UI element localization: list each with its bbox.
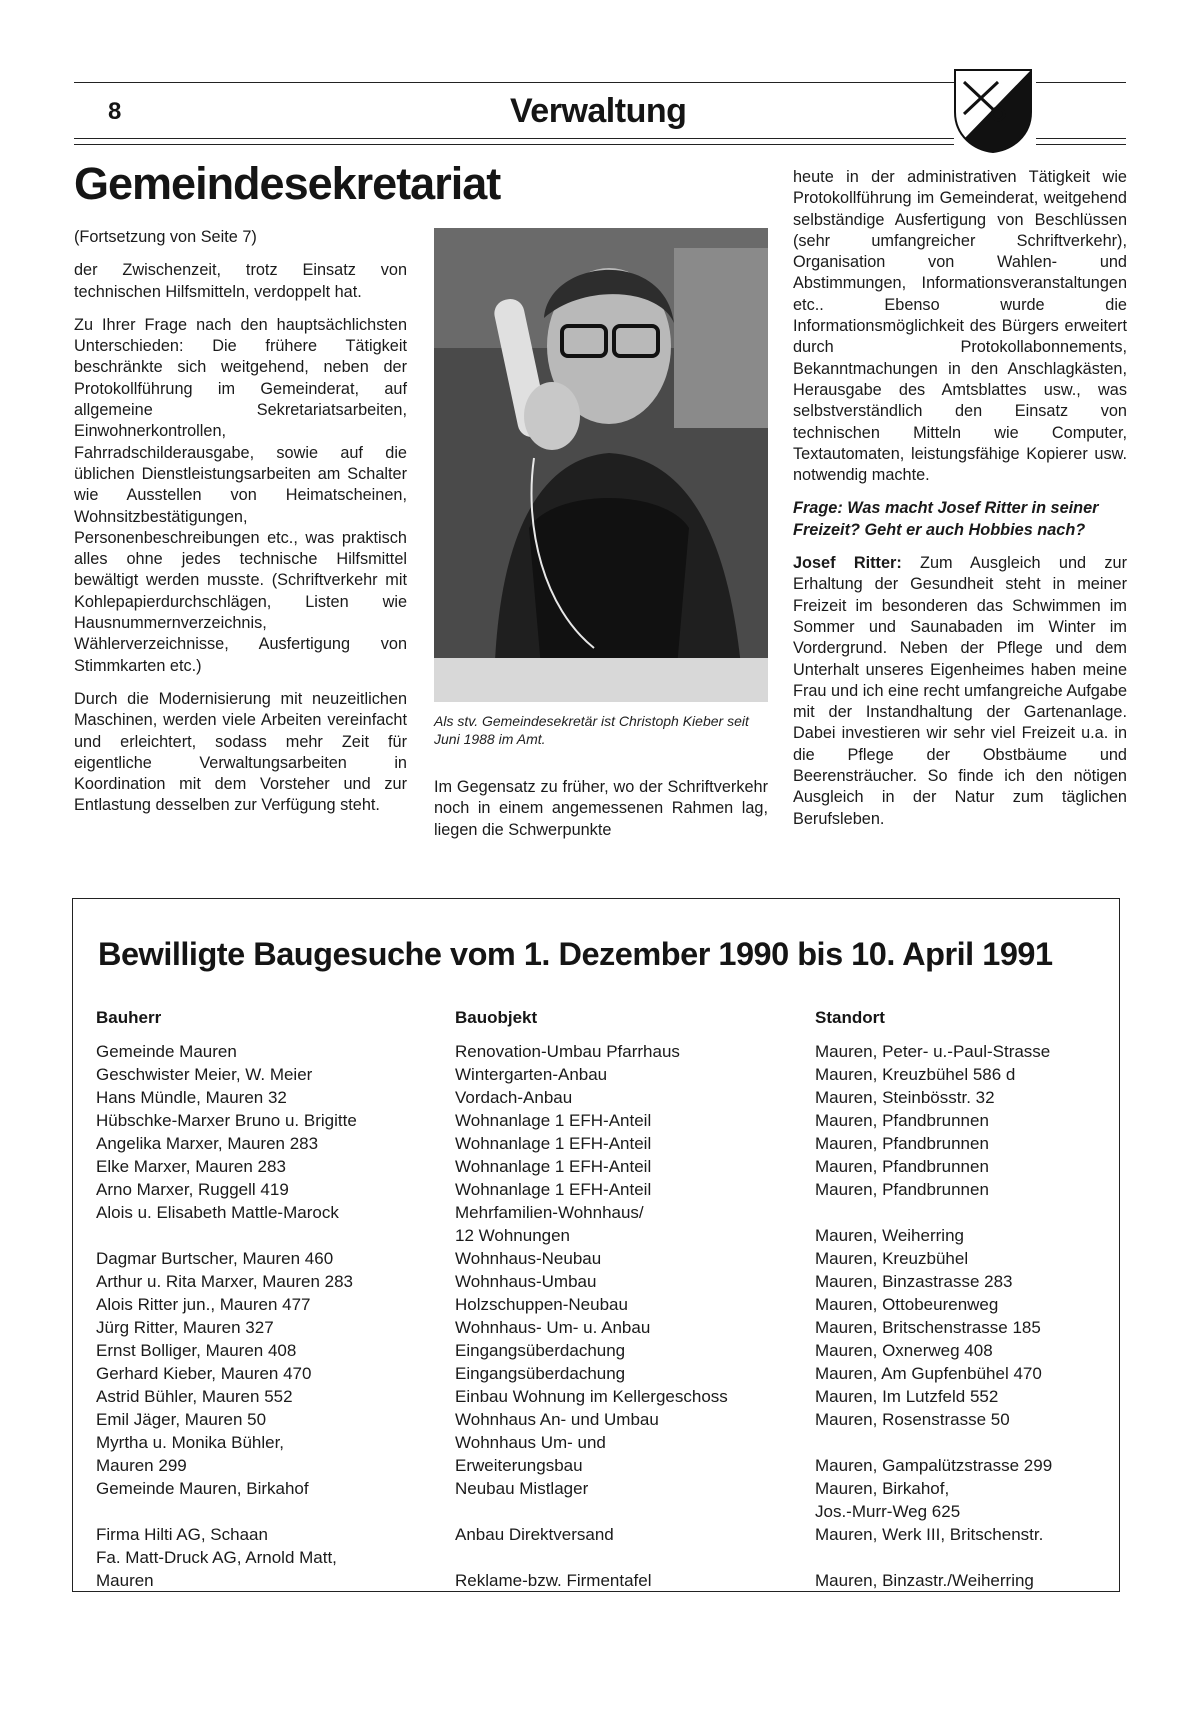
paragraph: der Zwischenzeit, trotz Einsatz von technischen Hilfsmitteln, verdoppelt hat. <box>74 261 407 301</box>
list-item: Mauren, Pfandbrunnen <box>815 1180 989 1199</box>
list-item: Mauren, Am Gupfenbühel 470 <box>815 1364 1042 1383</box>
photo-caption: Als stv. Gemeindesekretär ist Christoph Kieber seit Juni 1988 im Amt. <box>434 713 749 747</box>
list-item: Arno Marxer, Ruggell 419 <box>96 1180 289 1199</box>
list-item: Jürg Ritter, Mauren 327 <box>96 1318 274 1337</box>
list-item: Wohnhaus-Neubau <box>455 1249 602 1268</box>
list-item: Mauren, Pfandbrunnen <box>815 1157 989 1176</box>
coat-of-arms-icon <box>952 68 1034 154</box>
list-item: Alois u. Elisabeth Mattle-Marock <box>96 1203 339 1222</box>
list-item: Mauren 299 <box>96 1456 187 1475</box>
list-item: Neubau Mistlager <box>455 1479 589 1498</box>
list-item: Jos.-Murr-Weg 625 <box>815 1502 961 1521</box>
article-column-1 <box>74 227 407 829</box>
list-item: Mauren, Im Lutzfeld 552 <box>815 1387 999 1406</box>
list-item <box>815 1201 1052 1224</box>
paragraph: Zu Ihrer Frage nach den hauptsächlichsten Unterschieden: Die frühere Tätigkeit beschränkte sich weitgehend, neben der Protokollführung im Gemeinderat, auf allgemeine Sekretariatsarbeiten, Einwohnerkontrollen, Fahrradschilderausgabe, sowie auf die üblichen Dienstleistungsarbeiten am Schalter wie Ausstellen von Heimatscheinen, Wohnsitzbestätigungen, Personenbeschreibungen etc., was praktisch alles ohne jedes technische Hilfsmittel bewältigt werden musste. (Schriftverkehr mit Kohlepapierdurchschlägen, Listen wie Hausnummernverzeichnis, Wählerverzeichnisse, Ausfertigung von Stimmkarten etc.) <box>74 315 407 675</box>
article-column-2 <box>434 777 768 853</box>
list-item: Firma Hilti AG, Schaan <box>96 1525 268 1544</box>
list-item: Hans Mündle, Mauren 32 <box>96 1088 287 1107</box>
header-rule-3 <box>1036 138 1126 139</box>
interview-answer <box>793 553 1127 830</box>
paragraph: heute in der administrativen Tätigkeit wie Protokollführung im Gemeinderat, weitgehend selbständige Ausfertigung von Beschlüssen (sehr umfangreicher Schriftverkehr), Organisation von Wahlen- und Abstimmungen, Informationsveranstaltungen etc.. Ebenso wurde die Informationsmöglichkeit des Bürgers erweitert durch Protokollabonnements, Bekanntmachungen in den Anschlagkästen, Herausgabe des Amtsblattes usw., was selbstverständlich den Einsatz von technischen Mitteln wie Computer, Textautomaten, leistungsfähige Kopierer usw. notwendig machte. <box>793 168 1127 485</box>
list-item: Reklame-bzw. Firmentafel <box>455 1571 652 1590</box>
list-item: Mehrfamilien-Wohnhaus/ <box>455 1203 644 1222</box>
list-item <box>455 1546 728 1569</box>
list-item: Ernst Bolliger, Mauren 408 <box>96 1341 297 1360</box>
list-item: Emil Jäger, Mauren 50 <box>96 1410 267 1429</box>
column-header-bauobjekt: Bauobjekt <box>455 1008 538 1027</box>
list-item: Wintergarten-Anbau <box>455 1065 608 1084</box>
list-item: Gemeinde Mauren, Birkahof <box>96 1479 309 1498</box>
list-item: 12 Wohnungen <box>455 1226 571 1245</box>
list-item: Mauren, Rosenstrasse 50 <box>815 1410 1010 1429</box>
list-item: Mauren, Britschenstrasse 185 <box>815 1318 1041 1337</box>
header-rule-2 <box>74 144 954 145</box>
list-item <box>96 1224 357 1247</box>
list-item: Angelika Marxer, Mauren 283 <box>96 1134 319 1153</box>
list-item: Wohnanlage 1 EFH-Anteil <box>455 1180 652 1199</box>
header-rule-4 <box>1036 144 1126 145</box>
continuation-note: (Fortsetzung von Seite 7) <box>74 228 257 246</box>
bauherr-list <box>96 1040 357 1592</box>
header-top-rule-right <box>1036 82 1126 83</box>
list-item: Gemeinde Mauren <box>96 1042 237 1061</box>
list-item: Mauren, Weiherring <box>815 1226 964 1245</box>
list-item: Mauren, Pfandbrunnen <box>815 1111 989 1130</box>
list-item: Alois Ritter jun., Mauren 477 <box>96 1295 311 1314</box>
list-item: Mauren, Gampalützstrasse 299 <box>815 1456 1053 1475</box>
list-item: Mauren, Steinbösstr. 32 <box>815 1088 995 1107</box>
list-item: Mauren, Binzastrasse 283 <box>815 1272 1013 1291</box>
list-item: Mauren, Binzastr./Weiherring <box>815 1571 1034 1590</box>
list-item: Anbau Direktversand <box>455 1525 614 1544</box>
standort-list <box>815 1040 1052 1592</box>
header-rule-1 <box>74 138 954 139</box>
page-number: 8 <box>108 98 122 125</box>
list-item: Geschwister Meier, W. Meier <box>96 1065 313 1084</box>
list-item: Wohnhaus- Um- u. Anbau <box>455 1318 651 1337</box>
portrait-illustration-icon <box>434 228 768 702</box>
list-item: Eingangsüberdachung <box>455 1341 626 1360</box>
list-item <box>96 1500 357 1523</box>
list-item: Dagmar Burtscher, Mauren 460 <box>96 1249 334 1268</box>
list-item: Renovation-Umbau Pfarrhaus <box>455 1042 680 1061</box>
column-header-bauherr: Bauherr <box>96 1008 162 1027</box>
list-item: Fa. Matt-Druck AG, Arnold Matt, <box>96 1548 337 1567</box>
list-item: Mauren, Werk III, Britschenstr. <box>815 1525 1044 1544</box>
list-item: Wohnhaus Um- und <box>455 1433 606 1452</box>
article-column-3 <box>793 167 1127 842</box>
list-item <box>455 1500 728 1523</box>
list-item: Eingangsüberdachung <box>455 1364 626 1383</box>
list-item: Mauren, Kreuzbühel <box>815 1249 969 1268</box>
portrait-photo <box>434 228 768 702</box>
list-item <box>815 1431 1052 1454</box>
paragraph: Durch die Modernisierung mit neuzeitlichen Maschinen, werden viele Arbeiten vereinfacht und erleichtert, sodass mehr Zeit für eigentliche Verwaltungsarbeiten in Koordination mit dem Vorsteher und zur Entlastung desselben zur Verfügung steht. <box>74 689 407 815</box>
interview-question: Frage: Was macht Josef Ritter in seiner Freizeit? Geht er auch Hobbies nach? <box>793 499 1099 539</box>
list-item: Wohnanlage 1 EFH-Anteil <box>455 1134 652 1153</box>
list-item: Elke Marxer, Mauren 283 <box>96 1157 286 1176</box>
list-item: Vordach-Anbau <box>455 1088 573 1107</box>
list-item: Mauren, Peter- u.-Paul-Strasse <box>815 1042 1051 1061</box>
header-top-rule <box>74 82 954 83</box>
list-item: Myrtha u. Monika Bühler, <box>96 1433 285 1452</box>
bauobjekt-list <box>455 1040 728 1592</box>
list-item: Wohnanlage 1 EFH-Anteil <box>455 1157 652 1176</box>
paragraph: Im Gegensatz zu früher, wo der Schriftverkehr noch in einem angemessenen Rahmen lag, liegen die Schwerpunkte <box>434 778 768 839</box>
answer-text: Zum Ausgleich und zur Erhaltung der Gesundheit steht in meiner Freizeit im besonderen das Schwimmen im Sommer und Saunabaden im Winter im Vordergrund. Neben der Pflege und dem Unterhalt unseres Eigenheimes haben meine Frau und ich eine recht umfangreiche Aufgabe mit der Instandhaltung der Gartenanlage. Dabei investieren wir sehr viel Freizeit u.a. in die Pflege der Obstbäume und Beerensträucher. So finde ich den nötigen Ausgleich in der Natur zum täglichen Berufsleben. <box>793 554 1127 828</box>
article-title: Gemeindesekretariat <box>74 158 501 209</box>
list-item: Mauren <box>96 1571 154 1590</box>
list-item: Mauren, Ottobeurenweg <box>815 1295 999 1314</box>
list-item: Hübschke-Marxer Bruno u. Brigitte <box>96 1111 357 1130</box>
list-item: Mauren, Birkahof, <box>815 1479 950 1498</box>
list-item: Wohnanlage 1 EFH-Anteil <box>455 1111 652 1130</box>
list-item: Einbau Wohnung im Kellergeschoss <box>455 1387 728 1406</box>
list-item: Arthur u. Rita Marxer, Mauren 283 <box>96 1272 354 1291</box>
list-item: Mauren, Oxnerweg 408 <box>815 1341 993 1360</box>
list-item: Holzschuppen-Neubau <box>455 1295 628 1314</box>
list-item <box>815 1546 1052 1569</box>
permits-title: Bewilligte Baugesuche vom 1. Dezember 1990 bis 10. April 1991 <box>98 936 1053 972</box>
list-item: Mauren, Kreuzbühel 586 d <box>815 1065 1016 1084</box>
section-title: Verwaltung <box>510 92 687 130</box>
list-item: Wohnhaus An- und Umbau <box>455 1410 659 1429</box>
list-item: Astrid Bühler, Mauren 552 <box>96 1387 293 1406</box>
column-header-standort: Standort <box>815 1008 885 1027</box>
answer-speaker: Josef Ritter: <box>793 554 902 573</box>
list-item: Wohnhaus-Umbau <box>455 1272 597 1291</box>
list-item: Erweiterungsbau <box>455 1456 583 1475</box>
list-item: Mauren, Pfandbrunnen <box>815 1134 989 1153</box>
list-item: Gerhard Kieber, Mauren 470 <box>96 1364 312 1383</box>
